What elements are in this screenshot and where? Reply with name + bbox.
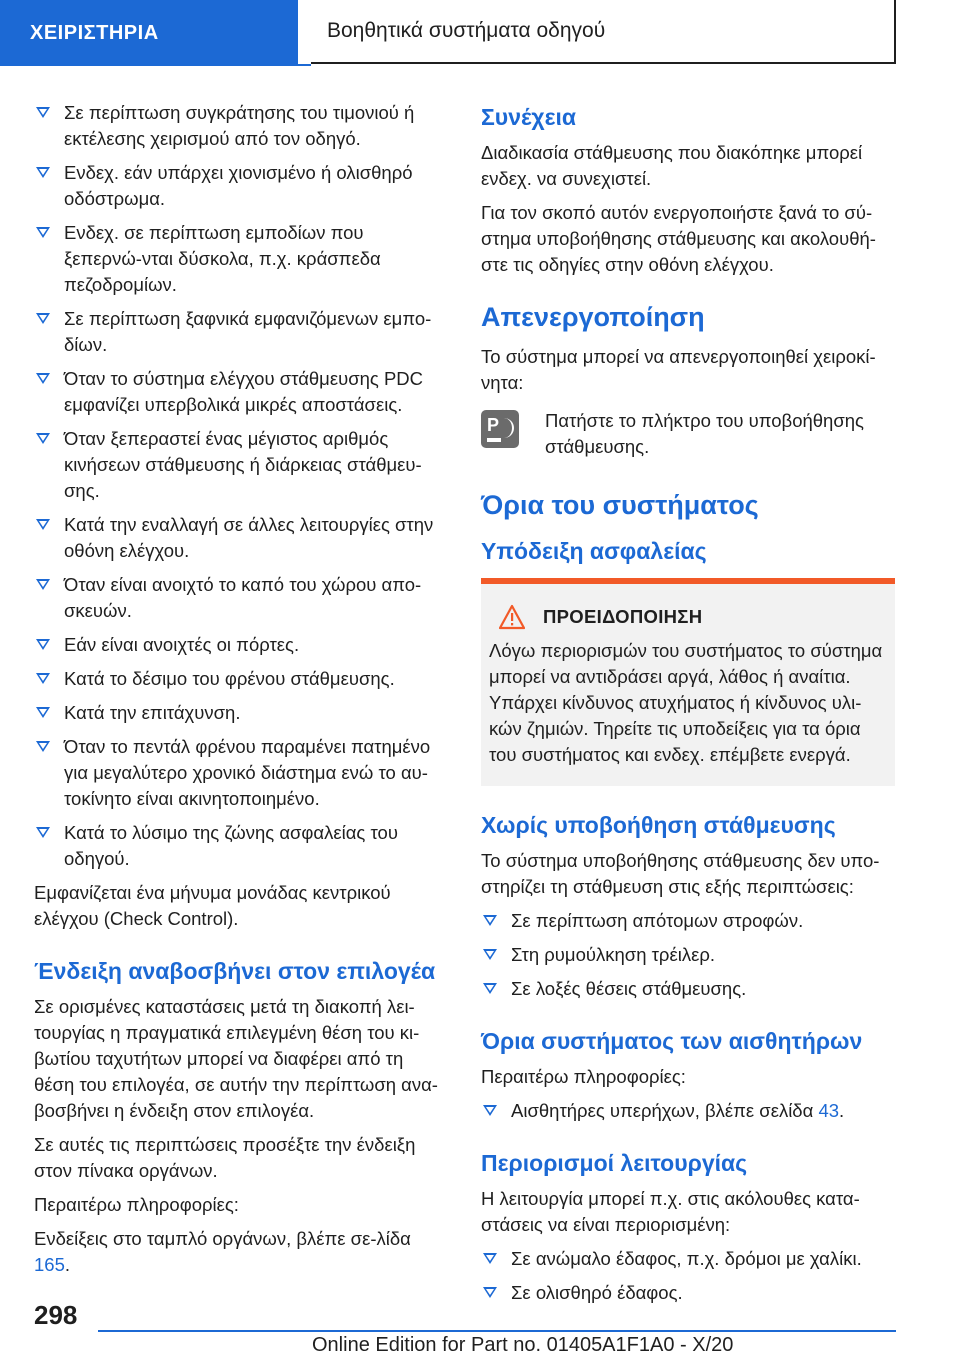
list-item: Κατά το λύσιμο της ζώνης ασφαλείας του οδηγού. xyxy=(34,820,446,872)
restrictions-paragraph: Η λειτουργία μπορεί π.χ. στις ακόλουθες κατα‐στάσεις να είναι περιορισμένη: xyxy=(481,1188,860,1235)
list-item: Σε ανώμαλο έδαφος, π.χ. δρόμοι με χαλίκι. xyxy=(481,1246,895,1272)
warning-title: ΠΡΟΕΙΔΟΠΟΙΗΣΗ xyxy=(543,606,703,627)
sensor-limits-paragraph: Περαιτέρω πληροφορίες: xyxy=(481,1066,686,1087)
right-column xyxy=(481,100,895,1314)
list-item: Όταν είναι ανοιχτό το καπό του χώρου απο‐σκευών. xyxy=(34,572,446,624)
list-item: Σε περίπτωση απότομων στροφών. xyxy=(481,908,895,934)
list-item: Κατά την επιτάχυνση. xyxy=(34,700,446,726)
triangle-bullet-icon xyxy=(483,915,497,926)
triangle-bullet-icon xyxy=(36,313,50,324)
page-number: 298 xyxy=(34,1300,78,1330)
heading-system-limits: Όρια του συστήματος xyxy=(481,490,759,520)
edition-info: Online Edition for Part no. 01405A1F1A0 - X/20 xyxy=(312,1334,734,1356)
check-control-note: Εμφανίζεται ένα μήνυμα μονάδας κεντρικού ελέγχου (Check Control). xyxy=(34,882,391,929)
page-link-165[interactable]: 165 xyxy=(34,1254,65,1275)
continue-paragraph-1: Διαδικασία στάθμευσης που διακόπηκε μπορεί ενδεχ. να συνεχιστεί. xyxy=(481,142,863,189)
triangle-bullet-icon xyxy=(36,741,50,752)
park-assist-button-icon: P xyxy=(481,410,519,448)
list-item: Σε λοξές θέσεις στάθμευσης. xyxy=(481,976,895,1002)
interrupt-conditions-list xyxy=(34,100,446,872)
list-item: Στη ρυμούλκηση τρέιλερ. xyxy=(481,942,895,968)
instrument-paragraph: Σε αυτές τις περιπτώσεις προσέξτε την ένδειξη στον πίνακα οργάνων. xyxy=(34,1134,416,1181)
list-item: Ενδεχ. σε περίπτωση εμποδίων που ξεπερνώ‐νται δύσκολα, π.χ. κράσπεδα πεζοδρομίων. xyxy=(34,220,446,298)
list-item: Εάν είναι ανοιχτές οι πόρτες. xyxy=(34,632,446,658)
without-assist-paragraph: Το σύστημα υποβοήθησης στάθμευσης δεν υπο‐στηρίζει τη στάθμευση στις εξής περιπτώσεις: xyxy=(481,850,880,897)
page-link-43[interactable]: 43 xyxy=(818,1100,840,1121)
triangle-bullet-icon xyxy=(36,579,50,590)
triangle-bullet-icon xyxy=(36,639,50,650)
triangle-bullet-icon xyxy=(36,227,50,238)
list-item: Όταν ξεπεραστεί ένας μέγιστος αριθμός κινήσεων στάθμευσης ή διάρκειας στάθμευ‐σης. xyxy=(34,426,446,504)
triangle-bullet-icon xyxy=(483,949,497,960)
triangle-bullet-icon xyxy=(36,107,50,118)
heading-sensor-limits: Όρια συστήματος των αισθητήρων xyxy=(481,1028,863,1054)
triangle-bullet-icon xyxy=(483,1253,497,1264)
heading-continue: Συνέχεια xyxy=(481,104,577,130)
triangle-bullet-icon xyxy=(36,433,50,444)
heading-safety-note: Υπόδειξη ασφαλείας xyxy=(481,538,707,564)
list-item: Κατά την εναλλαγή σε άλλες λειτουργίες στην οθόνη ελέγχου. xyxy=(34,512,446,564)
list-item: Όταν το πεντάλ φρένου παραμένει πατημένο για μεγαλύτερο χρονικό διάστημα ενώ το αυ‐τοκίνητο είναι ακινητοποιημένο. xyxy=(34,734,446,812)
continue-paragraph-2: Για τον σκοπό αυτόν ενεργοποιήστε ξανά το σύ‐στημα υποβοήθησης στάθμευσης και ακολουθή‐στε τις οδηγίες στην οθόνη ελέγχου. xyxy=(481,202,876,275)
warning-box xyxy=(481,578,895,786)
selector-paragraph: Σε ορισμένες καταστάσεις μετά τη διακοπή λει‐τουργίας η πραγματικά επιλεγμένη θέση του κι‐βωτίου ταχυτήτων μπορεί να διαφέρει από τη θέση του επιλογέα, σε αυτήν την περίπτωση ανα‐βοσβήνει η ένδειξη στον επιλογέα. xyxy=(34,996,438,1121)
page-footer xyxy=(0,1290,960,1362)
heading-without-assist: Χωρίς υποβοήθηση στάθμευσης xyxy=(481,812,836,838)
footer-divider xyxy=(98,1330,896,1332)
list-item: Όταν το σύστημα ελέγχου στάθμευσης PDC εμφανίζει υπερβολικά μικρές αποστάσεις. xyxy=(34,366,446,418)
heading-deactivation: Απενεργοποίηση xyxy=(481,302,705,332)
triangle-bullet-icon xyxy=(36,167,50,178)
left-column xyxy=(34,100,446,1286)
chapter-title: Βοηθητικά συστήματα οδηγού xyxy=(311,0,896,64)
header-divider xyxy=(298,64,311,66)
warning-header xyxy=(489,604,883,630)
warning-text: Λόγω περιορισμών του συστήματος το σύστημα μπορεί να αντιδράσει αργά, λάθος ή αναίτια. Υπάρχει κίνδυνος ατυχήματος ή κίνδυνος υλι‐κών ζημιών. Τηρείτε τις υποδείξεις για τα όρια του συστήματος και ενδεχ. επέμβετε ενεργά. xyxy=(489,640,883,765)
triangle-bullet-icon xyxy=(36,673,50,684)
triangle-bullet-icon xyxy=(483,983,497,994)
triangle-bullet-icon xyxy=(483,1105,497,1116)
section-tab: ΧΕΙΡΙΣΤΗΡΙΑ xyxy=(0,0,298,66)
triangle-bullet-icon xyxy=(36,373,50,384)
list-item: Ενδεχ. εάν υπάρχει χιονισμένο ή ολισθηρό οδόστρωμα. xyxy=(34,160,446,212)
warning-triangle-icon xyxy=(499,604,525,630)
without-assist-list xyxy=(481,908,895,1002)
sensor-limits-list xyxy=(481,1098,895,1124)
list-item: Κατά το δέσιμο του φρένου στάθμευσης. xyxy=(34,666,446,692)
further-info-label: Περαιτέρω πληροφορίες: xyxy=(34,1194,239,1215)
button-instruction xyxy=(481,408,895,460)
triangle-bullet-icon xyxy=(36,707,50,718)
heading-selector-flashing: Ένδειξη αναβοσβήνει στον επιλογέα xyxy=(34,958,436,984)
cross-reference: Ενδείξεις στο ταμπλό οργάνων, βλέπε σε‐λίδα 165. xyxy=(34,1228,411,1275)
deactivation-paragraph: Το σύστημα μπορεί να απενεργοποιηθεί χειροκί‐νητα: xyxy=(481,346,876,393)
triangle-bullet-icon xyxy=(36,519,50,530)
heading-function-restrictions: Περιορισμοί λειτουργίας xyxy=(481,1150,748,1176)
list-item: Σε περίπτωση συγκράτησης του τιμονιού ή εκτέλεσης χειρισμού από τον οδηγό. xyxy=(34,100,446,152)
list-item: Σε ολισθηρό έδαφος. xyxy=(481,1280,895,1306)
list-item: Αισθητήρες υπερήχων, βλέπε σελίδα 43. xyxy=(481,1098,895,1124)
list-item: Σε περίπτωση ξαφνικά εμφανιζόμενων εμπο‐δίων. xyxy=(34,306,446,358)
triangle-bullet-icon xyxy=(36,827,50,838)
page-header xyxy=(0,0,960,66)
button-instruction-text: Πατήστε το πλήκτρο του υποβοήθησης στάθμευσης. xyxy=(545,410,864,457)
